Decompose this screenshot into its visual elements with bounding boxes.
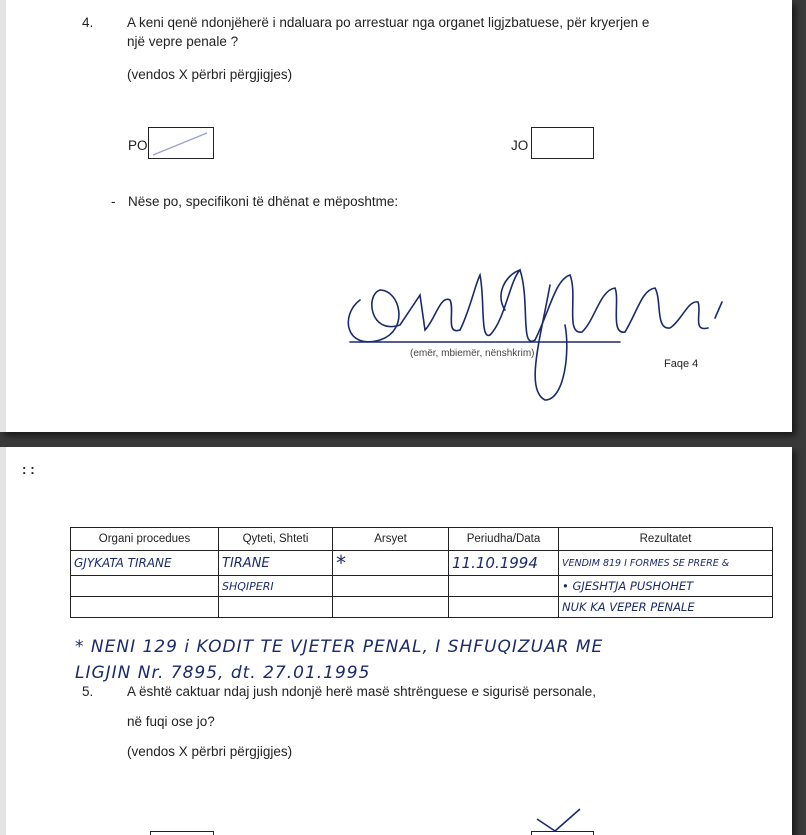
- cell-reason: [333, 597, 449, 618]
- cell-reason: *: [333, 551, 449, 576]
- diagonal-strike-mark: [149, 128, 213, 158]
- q5-number: 5.: [82, 684, 94, 699]
- q4-number: 4.: [82, 15, 94, 30]
- no-checkbox[interactable]: [531, 127, 594, 159]
- q5-instruction: (vendos X përbri përgjigjes): [127, 744, 293, 759]
- corner-marks: : :: [22, 462, 35, 477]
- header-procedural-organ: Organi procedues: [71, 528, 219, 551]
- cell-result: NUK KA VEPER PENALE: [559, 597, 773, 618]
- proceedings-table: [70, 527, 773, 618]
- header-period-date: Periudha/Data: [449, 528, 559, 551]
- yes-checkbox[interactable]: [148, 127, 214, 159]
- specify-dash: -: [111, 194, 116, 209]
- cell-organ: GJYKATA TIRANE: [71, 551, 219, 576]
- page-number: Faqe 4: [664, 358, 699, 370]
- page-edge: [0, 447, 6, 835]
- cell-organ: [71, 576, 219, 597]
- specify-instruction: Nëse po, specifikoni të dhënat e mëposhtme:: [128, 194, 399, 209]
- cell-city: SHQIPERI: [219, 576, 333, 597]
- cell-reason: [333, 576, 449, 597]
- cell-date: [449, 597, 559, 618]
- handwritten-note-line2: LIGJIN Nr. 7895, dt. 27.01.1995: [75, 663, 371, 683]
- x-check-mark: [525, 807, 595, 835]
- handwritten-signature: [320, 240, 740, 410]
- table-row: [71, 597, 773, 618]
- cell-date: [449, 576, 559, 597]
- header-results: Rezultatet: [559, 528, 773, 551]
- no-label: JO: [511, 138, 529, 153]
- header-reasons: Arsyet: [333, 528, 449, 551]
- q5-question-line2: në fuqi ose jo?: [127, 714, 215, 729]
- signature-caption: (emër, mbiemër, nënshkrim): [410, 348, 535, 359]
- q4-instruction: (vendos X përbri përgjigjes): [127, 67, 293, 82]
- cell-result: • GJESHTJA PUSHOHET: [559, 576, 773, 597]
- q5-yes-checkbox[interactable]: [150, 831, 214, 835]
- page-edge: [0, 0, 6, 432]
- q4-question-line1: A keni qenë ndonjëherë i ndaluara po arrestuar nga organet ligjzbatuese, për kryerjen e: [127, 15, 650, 30]
- handwritten-note-line1: * NENI 129 i KODIT TE VJETER PENAL, I SHFUQIZUAR ME: [75, 637, 604, 657]
- document-page-5: [0, 447, 792, 835]
- cell-organ: [71, 597, 219, 618]
- cell-city: [219, 597, 333, 618]
- header-city-country: Qyteti, Shteti: [219, 528, 333, 551]
- table-row: [71, 551, 773, 576]
- table-row: [71, 576, 773, 597]
- cell-city: TIRANE: [219, 551, 333, 576]
- yes-label: PO: [128, 138, 148, 153]
- q4-question-line2: një vepre penale ?: [127, 34, 239, 49]
- q5-question-line1: A është caktuar ndaj jush ndonjë herë masë shtrënguese e sigurisë personale,: [127, 684, 597, 699]
- cell-date: 11.10.1994: [449, 551, 559, 576]
- cell-result: VENDIM 819 I FORMES SE PRERE &: [559, 551, 773, 576]
- table-header-row: [71, 528, 773, 551]
